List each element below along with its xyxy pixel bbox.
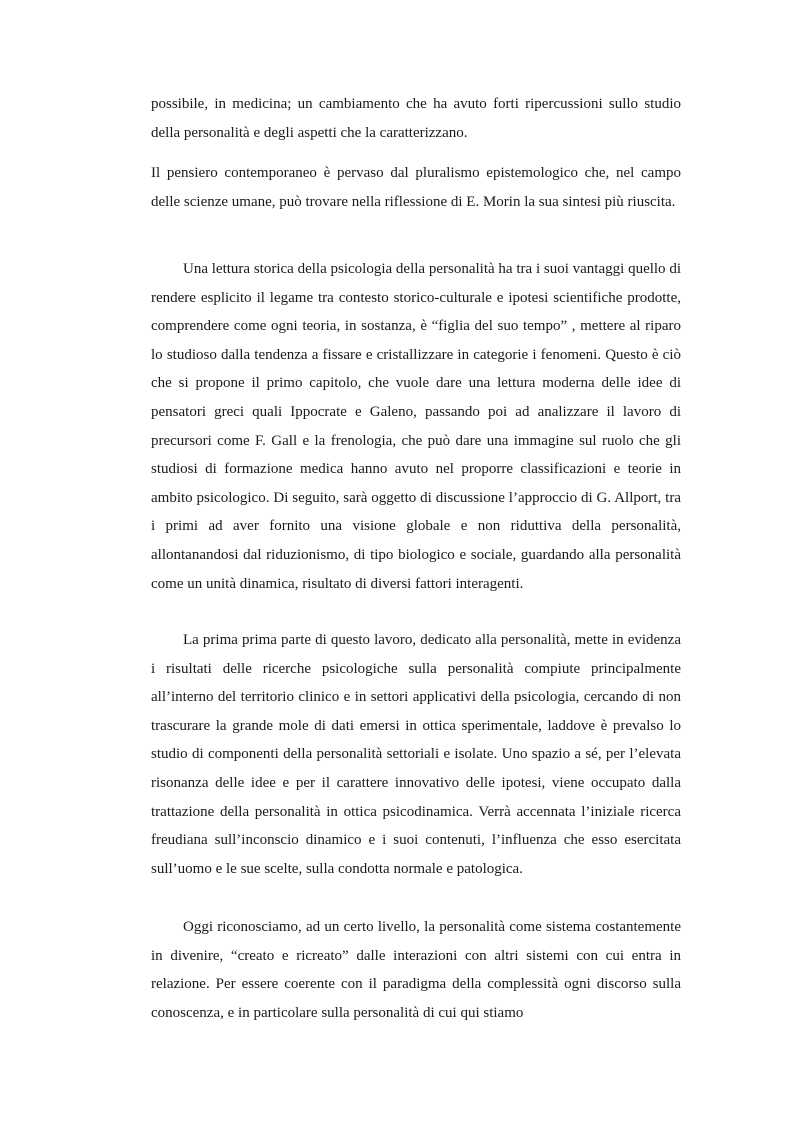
- paragraph-text: La prima prima parte di questo lavoro, dedicato alla personalità, mette in evidenza i risultati delle ricerche psicologiche sulla personalità compiute principalmente all’interno del territorio clinico e in settori applicativi della psicologia, cercando di non trascurare la grande mole di dati emersi in ottica sperimentale, laddove è prevalso lo studio di componenti della personalità settoriali e isolate. Uno spazio a sé, per l’elevata risonanza delle idee e per il carattere innovativo delle ipotesi, viene occupato dalla trattazione della personalità in ottica psicodinamica. Verrà accennata l’iniziale ricerca freudiana sull’inconscio dinamico e i suoi contenuti, l’influenza che esso esercitata sull’uomo e le sue scelte, sulla condotta normale e patologica.: [151, 632, 681, 877]
- paragraph-text: possibile, in medicina; un cambiamento che ha avuto forti ripercussioni sullo studio della personalità e degli aspetti che la caratterizzano.: [151, 96, 681, 141]
- paragraph-3: [151, 255, 681, 598]
- paragraph-text: Il pensiero contemporaneo è pervaso dal pluralismo epistemologico che, nel campo delle scienze umane, può trovare nella riflessione di E. Morin la sua sintesi più riuscita.: [151, 165, 681, 210]
- paragraph-4: [151, 626, 681, 883]
- paragraph-1: [151, 90, 681, 147]
- paragraph-text: Oggi riconosciamo, ad un certo livello, la personalità come sistema costantemente in divenire, “creato e ricreato” dalle interazioni con altri sistemi con cui entra in relazione. Per essere coerente con il paradigma della complessità ogni discorso sulla conoscenza, e in particolare sulla personalità di cui qui stiamo: [151, 919, 681, 1021]
- paragraph-text: Una lettura storica della psicologia della personalità ha tra i suoi vantaggi quello di rendere esplicito il legame tra contesto storico-culturale e ipotesi scientifiche prodotte, comprendere come ogni teoria, in sostanza, è “figlia del suo tempo” , mettere al riparo lo studioso dalla tendenza a fissare e cristallizzare in categorie i fenomeni. Questo è ciò che si propone il primo capitolo, che vuole dare una lettura moderna delle idee di pensatori greci quali Ippocrate e Galeno, passando poi ad analizzare il lavoro di precursori come F. Gall e la frenologia, che può dare una immagine sul ruolo che gli studiosi di formazione medica hanno avuto nel proporre classificazioni e teorie in ambito psicologico. Di seguito, sarà oggetto di discussione l’approccio di G. Allport, tra i primi ad aver fornito una visione globale e non riduttiva della personalità, allontanandosi dal riduzionismo, di tipo biologico e sociale, guardando alla personalità come un unità dinamica, risultato di diversi fattori interagenti.: [151, 261, 681, 592]
- paragraph-5: [151, 913, 681, 1027]
- paragraph-2: [151, 159, 681, 216]
